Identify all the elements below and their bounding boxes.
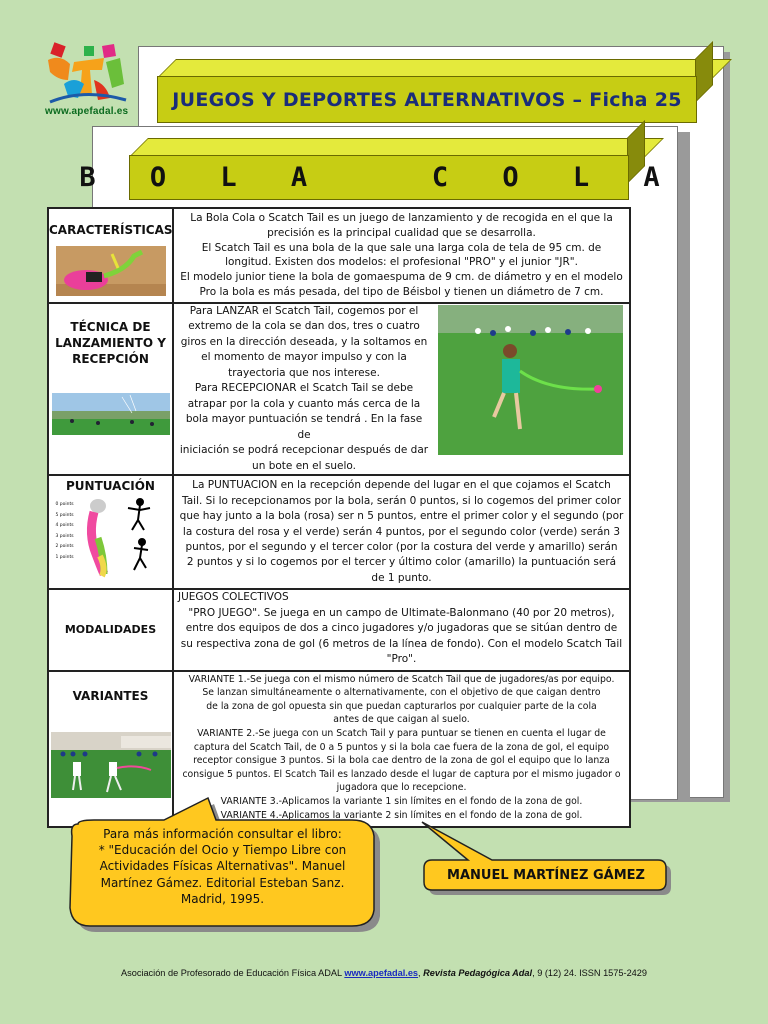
caracteristicas-text — [173, 208, 630, 303]
book-line: Martínez Gámez. Editorial Esteban Sanz. — [100, 875, 345, 890]
tecnica-line: extremo de la cola se dan dos, tres o cuatro — [188, 320, 420, 333]
caracteristicas-cell — [48, 208, 173, 303]
modalidades-line: "Pro". — [386, 653, 417, 666]
footer-journal: Revista Pedagógica Adal — [423, 968, 533, 978]
tecnica-title-line: TÉCNICA DE — [70, 319, 151, 334]
footer-prefix: Asociación de Profesorado de Educación Física ADAL — [120, 968, 345, 978]
score-label: 1 points — [55, 554, 74, 560]
modalidades-line: su respectiva zona de gol (6 metros de la línea de fondo). Con el modelo Scatch Tail — [180, 637, 623, 650]
author-callout — [412, 816, 682, 896]
row-caracteristicas — [48, 208, 630, 303]
tecnica-line: un bote en el suelo. — [252, 459, 356, 472]
modalidades-cell — [48, 589, 173, 671]
tecnica-line: bola mayor puntuación se tendrá . En la fase de — [185, 413, 423, 441]
modalidades-heading: JUEGOS COLECTIVOS — [178, 591, 289, 604]
tecnica-line: trayectoria que nos interese. — [228, 366, 380, 379]
puntuacion-line: que hay junto a la bola (rosa) ser n 5 puntos, entre el primer color y el segundo (por — [179, 510, 624, 523]
tecnica-title — [49, 319, 172, 367]
variantes-photo — [51, 732, 171, 798]
score-label: 5 points — [55, 512, 74, 518]
field-photo-small — [52, 393, 170, 435]
row-tecnica — [48, 303, 630, 476]
caracteristicas-line: La Bola Cola o Scatch Tail es un juego de lanzamiento y de recogida en el que la — [190, 212, 613, 224]
score-label: 4 points — [55, 523, 74, 529]
caracteristicas-line: El Scatch Tail es una bola de la que sale una larga cola de tela de 95 cm. de — [201, 241, 602, 254]
variantes-line: Se lanzan simultáneamente o alternativamente, con el objetivo de que caigan dentro — [202, 687, 601, 699]
variantes-line: antes de que caigan al suelo. — [333, 714, 470, 726]
variantes-line: receptor consigue 3 puntos. Si la bola cae dentro de la zona de gol el equipo que lo lanza — [193, 755, 610, 767]
puntuacion-line: la costura del rosa y el verde) serán 4 puntos, por el segundo color (verde) serán 3 — [182, 525, 621, 538]
puntuacion-line: puntos, por el segundo y el tercer color (por la costura del verde y amarillo) serán — [185, 540, 618, 553]
row-modalidades — [48, 589, 630, 671]
tecnica-line: giros en la dirección deseada, y la soltamos en — [180, 335, 428, 348]
variantes-line: VARIANTE 3.-Aplicamos la variante 1 sin límites en el fondo de la zona de gol. — [220, 795, 583, 807]
ficha-title: JUEGOS Y DEPORTES ALTERNATIVOS – Ficha 25 — [172, 88, 682, 111]
ficha-banner — [157, 76, 697, 123]
tecnica-line: atrapar por la cola y cuanto más cerca de la — [187, 397, 421, 410]
score-label: 3 points — [55, 533, 74, 539]
modalidades-title: MODALIDADES — [64, 622, 157, 636]
logo-url: www.apefadal.es — [45, 106, 129, 117]
game-banner — [79, 155, 679, 200]
tecnica-content — [173, 303, 630, 476]
modalidades-text — [173, 589, 630, 671]
footer-link[interactable]: www.apefadal.es — [344, 968, 419, 978]
puntuacion-line: La PUNTUACION en la recepción depende del lugar en el que cojamos el Scatch — [192, 479, 611, 492]
tecnica-line: Para LANZAR el Scatch Tail, cogemos por el — [189, 304, 419, 317]
game-title: B O L A C O L A — [79, 162, 679, 193]
score-label: 2 points — [55, 544, 74, 550]
puntuacion-title: PUNTUACIÓN — [66, 479, 155, 494]
caracteristicas-line: Pro la bola es más pesada, del tipo de Béisbol y tienen un diámetro de 7 cm. — [199, 285, 604, 298]
scatch-tail-photo — [56, 246, 166, 296]
variantes-line: consigue 5 puntos. El Scatch Tail es lanzado desde el lugar de captura por el mismo jugador o — [182, 768, 621, 780]
variantes-line: de la zona de gol opuesta sin que puedan capturarlos por cualquier parte de la cola — [206, 700, 597, 712]
author-name: MANUEL MARTÍNEZ GÁMEZ — [447, 868, 645, 883]
footer-suffix: , 9 (12) 24. ISSN 1575-2429 — [532, 968, 648, 978]
tecnica-title-line: RECEPCIÓN — [72, 351, 149, 366]
puntuacion-cell — [48, 475, 173, 589]
book-line: Madrid, 1995. — [180, 891, 265, 906]
footer-sep: , — [418, 968, 424, 978]
variantes-line: captura del Scatch Tail, de 0 a 5 puntos y si la bola cae fuera de la zona de gol, el equipo — [193, 741, 610, 753]
caracteristicas-line: El modelo junior tiene la bola de gomaespuma de 9 cm. de diámetro y en el modelo — [180, 271, 623, 284]
row-puntuacion — [48, 475, 630, 589]
puntuacion-line: 2 puntos y si lo cogemos por el tercer y último color (amarillo) la puntuación será — [186, 556, 617, 569]
puntuacion-line: de 1 punto. — [371, 571, 432, 584]
variantes-line: VARIANTE 1.-Se juega con el mismo número de Scatch Tail que de jugadores/as por equipo. — [188, 673, 615, 685]
tecnica-cell — [48, 303, 173, 476]
tecnica-line: Para RECEPCIONAR el Scatch Tail se debe — [194, 382, 414, 395]
tecnica-title-line: LANZAMIENTO Y — [55, 335, 166, 350]
variantes-line: VARIANTE 4.-Aplicamos la variante 2 sin límites en el fondo de la zona de gol. — [220, 809, 583, 821]
caracteristicas-title: CARACTERÍSTICAS — [49, 223, 173, 237]
book-callout-text — [80, 826, 365, 907]
tecnica-line: iniciación se podrá recepcionar después de dar — [179, 444, 429, 457]
modalidades-line: "PRO JUEGO". Se juega en un campo de Ultimate-Balonmano (40 por 20 metros), — [188, 606, 615, 619]
footer — [0, 968, 768, 978]
info-table — [47, 207, 631, 828]
puntuacion-line: Tail. Si lo recepcionamos por la bola, serán 0 puntos, si lo cogemos del primer color — [182, 494, 621, 507]
modalidades-line: entre dos equipos de dos a cinco jugadores y/o jugadoras que se sitúan dentro de — [185, 622, 618, 635]
variantes-title: VARIANTES — [72, 688, 149, 703]
girl-throwing-photo — [438, 305, 623, 455]
variantes-line: jugadora que lo recepcione. — [336, 782, 467, 794]
variantes-line: VARIANTE 2.-Se juega con un Scatch Tail y para puntuar se tienen en cuenta el lugar de — [197, 728, 606, 739]
tecnica-line: el momento de mayor impulso y con la — [201, 351, 407, 364]
book-line: Para más información consultar el libro: — [103, 827, 342, 841]
puntuacion-text — [173, 475, 630, 589]
book-line: * "Educación del Ocio y Tiempo Libre con — [98, 843, 347, 858]
score-label: 0 points — [55, 502, 74, 508]
book-line: Actividades Físicas Alternativas". Manuel — [99, 859, 346, 874]
scoring-labels — [56, 500, 74, 563]
caracteristicas-line: precisión es la principal cualidad que se desarrolla. — [267, 226, 536, 239]
scoring-diagram — [54, 494, 168, 578]
caracteristicas-line: longitud. Existen dos modelos: el profesional "PRO" y el junior "JR". — [225, 256, 578, 269]
